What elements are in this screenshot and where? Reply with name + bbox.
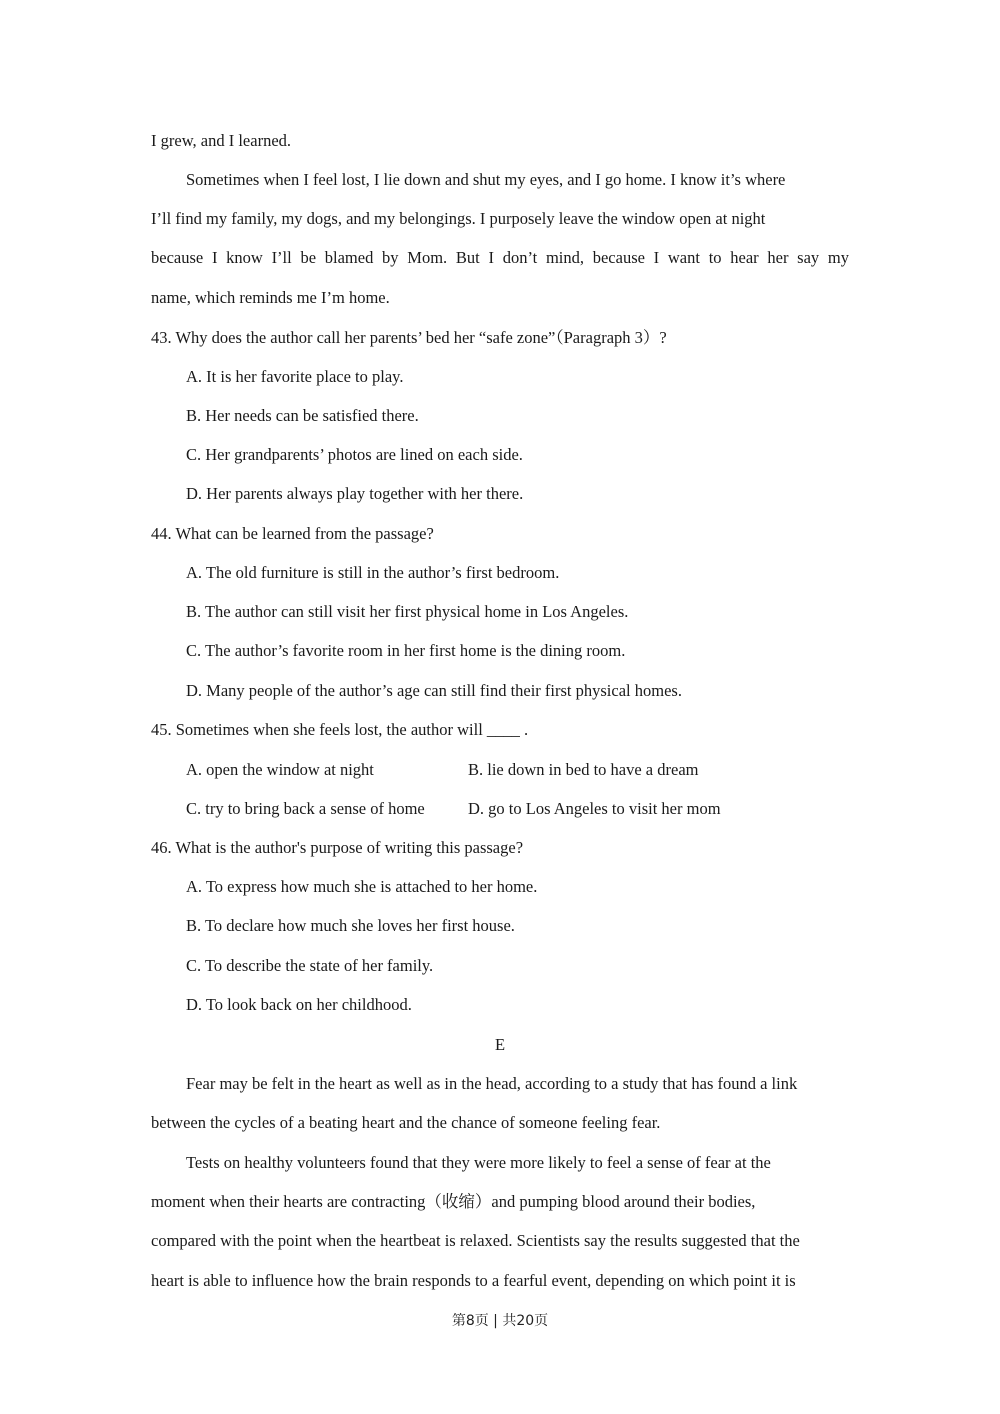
question-44-option-b: B. The author can still visit her first physical home in Los Angeles. <box>186 602 629 621</box>
question-44-stem: 44. What can be learned from the passage? <box>151 524 434 543</box>
question-45-option-d: D. go to Los Angeles to visit her mom <box>468 799 721 818</box>
question-46-option-b: B. To declare how much she loves her first house. <box>186 916 515 935</box>
paragraph-line: between the cycles of a beating heart and the chance of someone feeling fear. <box>151 1113 661 1132</box>
question-44-option-d: D. Many people of the author’s age can still find their first physical homes. <box>186 681 682 700</box>
question-45-option-c: C. try to bring back a sense of home <box>186 799 425 818</box>
question-43-option-b: B. Her needs can be satisfied there. <box>186 406 419 425</box>
paragraph-line: Sometimes when I feel lost, I lie down and shut my eyes, and I go home. I know it’s where <box>186 170 786 189</box>
paragraph-line: Tests on healthy volunteers found that they were more likely to feel a sense of fear at the <box>186 1153 771 1172</box>
paragraph-line: name, which reminds me I’m home. <box>151 288 390 307</box>
question-44-option-c: C. The author’s favorite room in her first home is the dining room. <box>186 641 626 660</box>
paragraph-line: I’ll find my family, my dogs, and my belongings. I purposely leave the window open at night <box>151 209 766 228</box>
question-45-stem: 45. Sometimes when she feels lost, the author will ____ . <box>151 720 529 739</box>
paragraph-line: compared with the point when the heartbeat is relaxed. Scientists say the results suggested that the <box>151 1231 800 1250</box>
question-45-option-a: A. open the window at night <box>186 760 374 779</box>
question-43-option-a: A. It is her favorite place to play. <box>186 367 404 386</box>
question-43-stem: 43. Why does the author call her parents’ bed her “safe zone”（Paragraph 3）? <box>151 328 667 347</box>
page-number-footer: 第8页 | 共20页 <box>451 1313 549 1329</box>
question-43-option-c: C. Her grandparents’ photos are lined on each side. <box>186 445 523 464</box>
question-43-option-d: D. Her parents always play together with her there. <box>186 484 524 503</box>
paragraph-line: because I know I’ll be blamed by Mom. But I don’t mind, because I want to hear her say my <box>151 248 849 267</box>
question-46-option-d: D. To look back on her childhood. <box>186 995 412 1014</box>
question-45-option-b: B. lie down in bed to have a dream <box>468 760 699 779</box>
text-line: I grew, and I learned. <box>151 131 292 150</box>
section-heading: E <box>494 1035 506 1054</box>
question-44-option-a: A. The old furniture is still in the author’s first bedroom. <box>186 563 560 582</box>
question-46-stem: 46. What is the author's purpose of writing this passage? <box>151 838 524 857</box>
paragraph-line: heart is able to influence how the brain responds to a fearful event, depending on which point it is <box>151 1271 796 1290</box>
question-46-option-c: C. To describe the state of her family. <box>186 956 434 975</box>
paragraph-line: Fear may be felt in the heart as well as in the head, according to a study that has found a link <box>186 1074 798 1093</box>
paragraph-line: moment when their hearts are contracting（收缩）and pumping blood around their bodies, <box>151 1192 756 1211</box>
question-46-option-a: A. To express how much she is attached to her home. <box>186 877 538 896</box>
